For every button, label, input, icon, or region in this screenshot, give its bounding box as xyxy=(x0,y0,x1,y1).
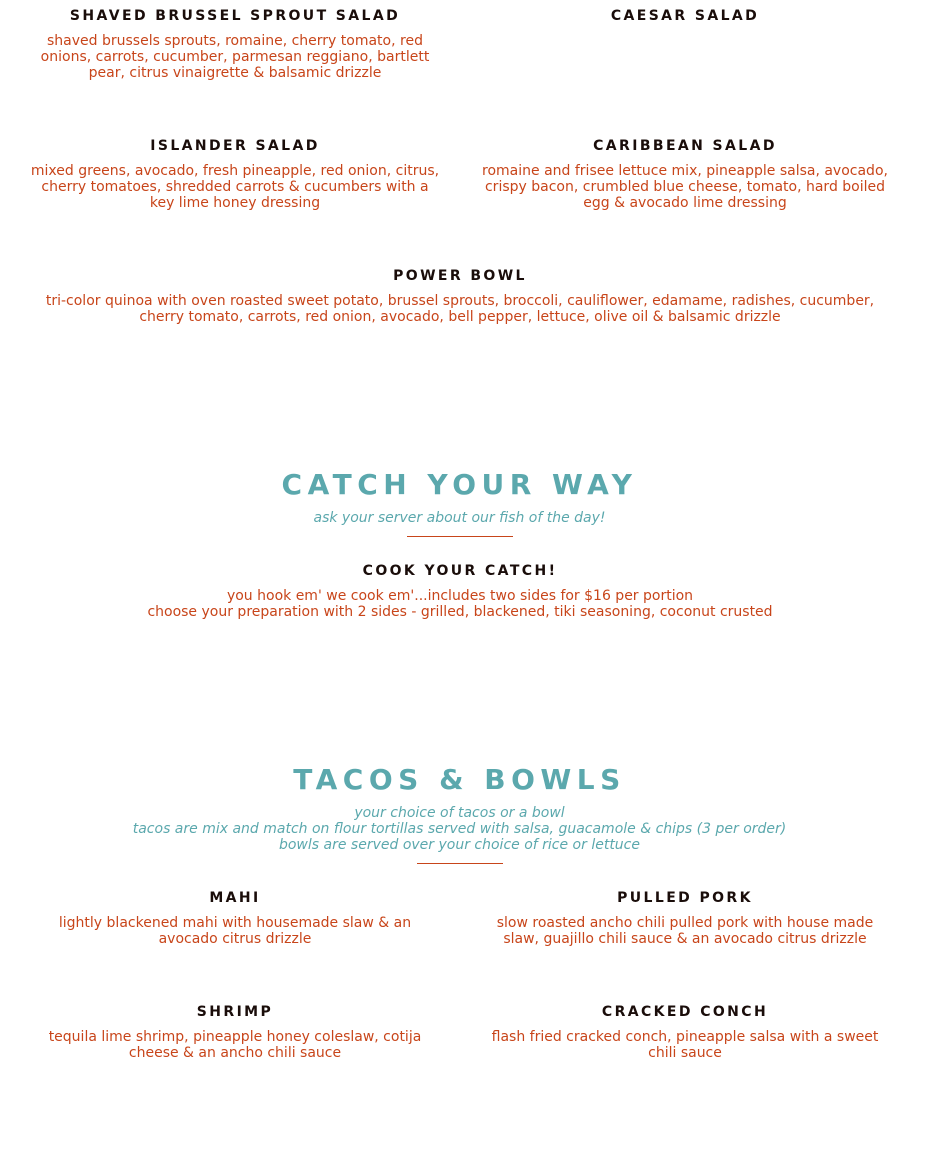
menu-item-cook-your-catch xyxy=(30,562,890,620)
section-subtitle-tacos xyxy=(0,805,919,853)
subtitle-line: tacos are mix and match on flour tortillas served with salsa, guacamole & chips (3 per order) xyxy=(132,821,787,837)
menu-item-cracked-conch xyxy=(480,1003,890,1061)
menu-item-pulled-pork xyxy=(480,889,890,947)
section-subtitle-catch: ask your server about our fish of the day! xyxy=(313,510,606,526)
subtitle-line: your choice of tacos or a bowl xyxy=(354,805,565,821)
item-name: COOK YOUR CATCH! xyxy=(362,563,558,579)
section-divider xyxy=(407,536,513,537)
item-description: shaved brussels sprouts, romaine, cherry tomato, red onions, carrots, cucumber, parmesan reggiano, bartlett pear, citrus vinaigrette & balsamic drizzle xyxy=(40,33,430,81)
item-name: CARIBBEAN SALAD xyxy=(593,138,777,154)
item-description-line: choose your preparation with 2 sides - grilled, blackened, tiki seasoning, coconut crusted xyxy=(147,604,773,620)
section-title-tacos-bowls: TACOS & BOWLS xyxy=(293,763,626,796)
menu-item-shaved-brussel-sprout-salad xyxy=(30,7,440,81)
item-name: SHRIMP xyxy=(196,1004,274,1020)
menu-item-caesar-salad xyxy=(480,7,890,33)
item-name: ISLANDER SALAD xyxy=(150,138,320,154)
item-name: CAESAR SALAD xyxy=(610,8,760,24)
menu-item-caribbean-salad xyxy=(480,137,890,211)
section-title-catch-your-way: CATCH YOUR WAY xyxy=(281,468,638,501)
item-description: tri-color quinoa with oven roasted sweet potato, brussel sprouts, broccoli, cauliflower, edamame, radishes, cucumber, cherry tomato, carrots, red onion, avocado, bell pepper, lettuce, olive oil & balsamic drizzle xyxy=(45,293,875,325)
item-name: SHAVED BRUSSEL SPROUT SALAD xyxy=(69,8,401,24)
item-description: flash fried cracked conch, pineapple salsa with a sweet chili sauce xyxy=(491,1029,879,1061)
item-name: POWER BOWL xyxy=(393,268,527,284)
section-divider xyxy=(417,863,503,864)
item-name: CRACKED CONCH xyxy=(601,1004,769,1020)
menu-item-mahi xyxy=(30,889,440,947)
menu-item-power-bowl xyxy=(30,267,890,325)
menu-item-islander-salad xyxy=(30,137,440,211)
item-name: MAHI xyxy=(209,890,261,906)
item-description: tequila lime shrimp, pineapple honey coleslaw, cotija cheese & an ancho chili sauce xyxy=(48,1029,422,1061)
item-description-line: you hook em' we cook em'...includes two sides for $16 per portion xyxy=(226,588,694,604)
item-description: romaine and frisee lettuce mix, pineapple salsa, avocado, crispy bacon, crumbled blue cheese, tomato, hard boiled egg & avocado lime dressing xyxy=(482,163,888,211)
item-name: PULLED PORK xyxy=(617,890,753,906)
item-description: lightly blackened mahi with housemade slaw & an avocado citrus drizzle xyxy=(58,915,412,947)
item-description: mixed greens, avocado, fresh pineapple, red onion, citrus, cherry tomatoes, shredded carrots & cucumbers with a key lime honey dressing xyxy=(30,163,440,211)
item-description: slow roasted ancho chili pulled pork with house made slaw, guajillo chili sauce & an avocado citrus drizzle xyxy=(496,915,874,947)
subtitle-line: bowls are served over your choice of rice or lettuce xyxy=(278,837,640,853)
item-description xyxy=(30,588,890,620)
menu-item-shrimp xyxy=(30,1003,440,1061)
